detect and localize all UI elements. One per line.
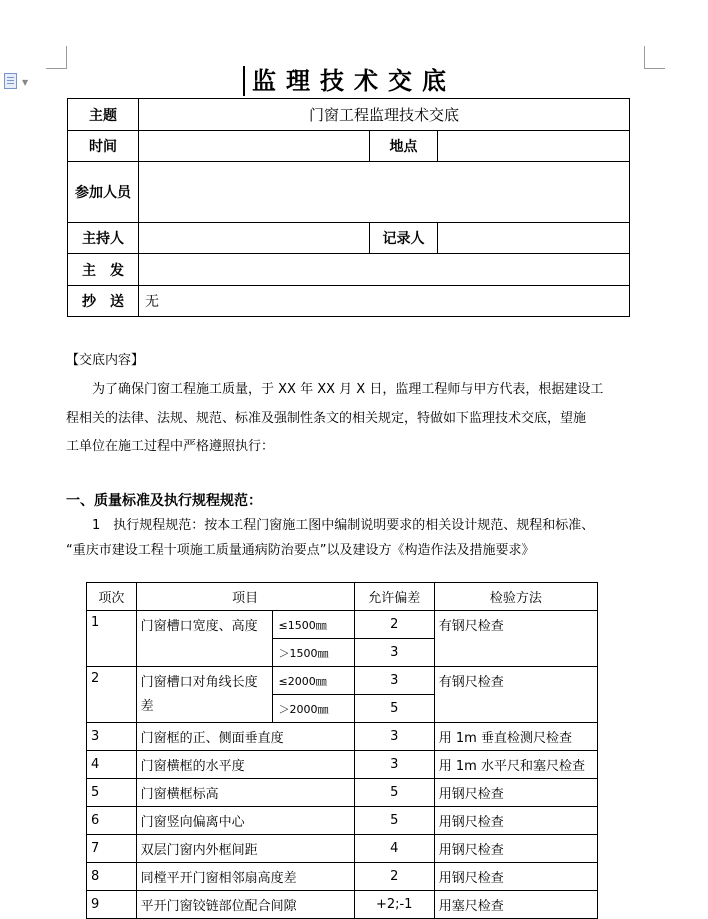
- main-send-value[interactable]: [139, 254, 630, 286]
- row-no: 1: [87, 611, 137, 667]
- row-no: 3: [87, 723, 137, 751]
- row-subitem: ≤1500㎜: [272, 611, 354, 639]
- row-tolerance: 4: [354, 835, 434, 863]
- cc-value[interactable]: 无: [139, 286, 630, 317]
- recorder-label: 记录人: [370, 223, 438, 254]
- place-label: 地点: [370, 131, 438, 162]
- table-row: [87, 863, 598, 891]
- host-label: 主持人: [68, 223, 139, 254]
- participants-label: 参加人员: [68, 162, 139, 223]
- row-item: 门窗槽口对角线长度差: [136, 667, 272, 723]
- time-label: 时间: [68, 131, 139, 162]
- participants-value[interactable]: [139, 162, 630, 223]
- row-method: 用 1m 垂直检测尺检查: [434, 723, 597, 751]
- time-value[interactable]: [139, 131, 370, 162]
- content-heading: 【交底内容】: [66, 353, 145, 368]
- row-tolerance: 5: [354, 779, 434, 807]
- document-title[interactable]: 监理技术交底: [252, 67, 456, 95]
- row-item: 双层门窗内外框间距: [136, 835, 354, 863]
- row-subitem: ＞1500㎜: [272, 639, 354, 667]
- row-item: 门窗横框的水平度: [136, 751, 354, 779]
- chevron-down-icon: ▼: [22, 78, 29, 87]
- row-tolerance: 2: [354, 611, 434, 639]
- row-method: 用 1m 水平尺和塞尺检查: [434, 751, 597, 779]
- recorder-value[interactable]: [438, 223, 630, 254]
- row-method: 用钢尺检查: [434, 807, 597, 835]
- row-subitem: ≤2000㎜: [272, 667, 354, 695]
- meeting-info-table: [67, 98, 630, 317]
- row-tolerance: 5: [354, 695, 434, 723]
- topic-value[interactable]: 门窗工程监理技术交底: [139, 99, 630, 131]
- row-no: 6: [87, 807, 137, 835]
- row-subitem: ＞2000㎜: [272, 695, 354, 723]
- row-method: 用钢尺检查: [434, 835, 597, 863]
- row-no: 4: [87, 751, 137, 779]
- row-method: 用钢尺检查: [434, 779, 597, 807]
- topic-label: 主题: [68, 99, 139, 131]
- row-method: 有钢尺检查: [434, 667, 597, 723]
- intro-line-1: 为了确保门窗工程施工质量，于 XX 年 XX 月 X 日，监理工程师与甲方代表，根据建设工: [92, 382, 604, 397]
- intro-line-2: 程相关的法律、法规、规范、标准及强制性条文的相关规定，特做如下监理技术交底，望施: [66, 411, 587, 426]
- table-row: [87, 667, 598, 695]
- row-tolerance: 5: [354, 807, 434, 835]
- header-no: 项次: [87, 583, 137, 611]
- section-1-heading: 一、质量标准及执行规程规范：: [66, 493, 262, 509]
- main-send-label: 主 发: [68, 254, 139, 286]
- cc-label: 抄 送: [68, 286, 139, 317]
- row-item: 同樘平开门窗相邻扇高度差: [136, 863, 354, 891]
- row-method: 用塞尺检查: [434, 891, 597, 919]
- row-item: 门窗横框标高: [136, 779, 354, 807]
- row-method: 用钢尺检查: [434, 863, 597, 891]
- place-value[interactable]: [438, 131, 630, 162]
- table-row: [87, 723, 598, 751]
- header-item: 项目: [136, 583, 354, 611]
- host-value[interactable]: [139, 223, 370, 254]
- tolerance-table: [86, 582, 598, 919]
- intro-line-3: 工单位在施工过程中严格遵照执行：: [66, 439, 275, 454]
- row-no: 2: [87, 667, 137, 723]
- header-tolerance: 允许偏差: [354, 583, 434, 611]
- row-no: 9: [87, 891, 137, 919]
- row-item: 平开门窗铰链部位配合间隙: [136, 891, 354, 919]
- table-row: [87, 779, 598, 807]
- row-tolerance: 3: [354, 639, 434, 667]
- row-tolerance: 3: [354, 667, 434, 695]
- table-row: [87, 835, 598, 863]
- table-row: [87, 807, 598, 835]
- table-row: [87, 611, 598, 639]
- row-item: 门窗槽口宽度、高度: [136, 611, 272, 667]
- table-row: [87, 751, 598, 779]
- row-tolerance: 3: [354, 723, 434, 751]
- header-method: 检验方法: [434, 583, 597, 611]
- section-1-item-1-line-1: 1 执行规程规范：按本工程门窗施工图中编制说明要求的相关设计规范、规程和标准、: [92, 518, 595, 533]
- row-no: 5: [87, 779, 137, 807]
- row-tolerance: 3: [354, 751, 434, 779]
- row-item: 门窗竖向偏离中心: [136, 807, 354, 835]
- row-item: 门窗框的正、侧面垂直度: [136, 723, 354, 751]
- row-no: 8: [87, 863, 137, 891]
- row-method: 有钢尺检查: [434, 611, 597, 667]
- row-tolerance: +2;-1: [354, 891, 434, 919]
- row-no: 7: [87, 835, 137, 863]
- table-row: [87, 891, 598, 919]
- row-tolerance: 2: [354, 863, 434, 891]
- section-1-item-1-line-2: “重庆市建设工程十项施工质量通病防治要点”以及建设方《构造作法及措施要求》: [66, 543, 535, 558]
